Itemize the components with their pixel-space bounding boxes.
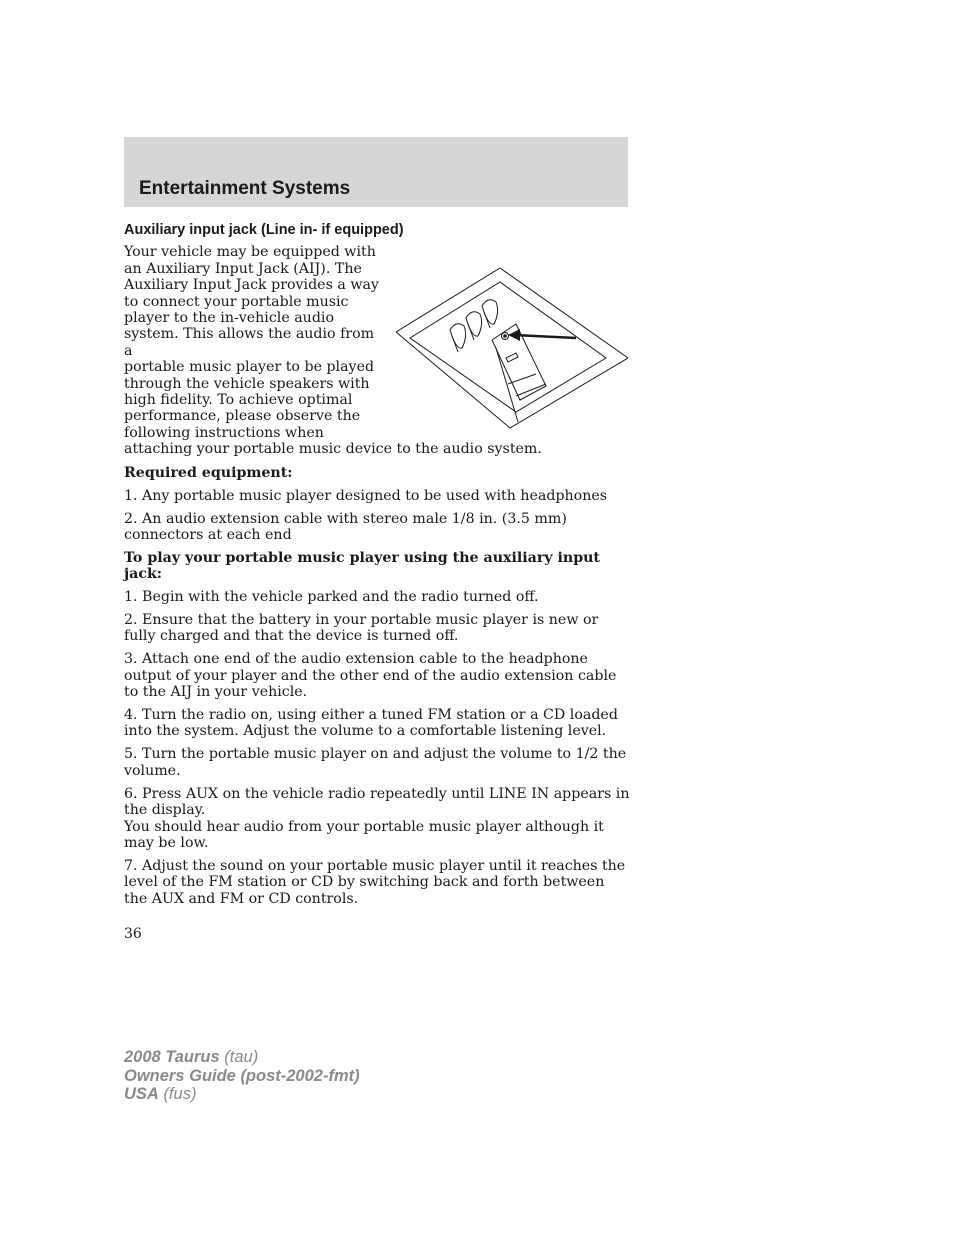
footer-line — [124, 1048, 360, 1067]
intro-line: Auxiliary Input Jack provides a way — [124, 277, 379, 294]
intro-line: Your vehicle may be equipped with — [124, 244, 376, 261]
section-title: Entertainment Systems — [139, 178, 351, 199]
intro-line: system. This allows the audio from a — [124, 326, 375, 359]
page-number: 36 — [124, 926, 142, 942]
intro-line: performance, please observe the — [124, 408, 361, 425]
article-subheading: Auxiliary input jack (Line in- if equipped) — [124, 222, 404, 238]
step-item: 1. Begin with the vehicle parked and the radio turned off. — [124, 589, 539, 606]
intro-line: player to the in-vehicle audio — [124, 310, 334, 327]
step-item: 7. Adjust the sound on your portable music player until it reaches the level of the FM station or CD by switching back and forth between the AUX and FM or CD controls. — [124, 857, 626, 907]
footer-line — [124, 1067, 360, 1086]
footer-line — [124, 1085, 360, 1104]
article-body — [124, 220, 630, 914]
step-item: 5. Turn the portable music player on and adjust the volume to 1/2 the volume. — [124, 746, 627, 779]
footer-market: USA — [124, 1085, 159, 1103]
steps-heading: To play your portable music player using the auxiliary input jack: — [124, 549, 600, 583]
footer-model: 2008 Taurus — [124, 1048, 220, 1066]
step-item: 4. Turn the radio on, using either a tuned FM station or a CD loaded into the system. Adjust the volume to a comfortable listening level. — [124, 707, 618, 740]
list-item: 1. Any portable music player designed to be used with headphones — [124, 487, 608, 504]
document-footer — [124, 1048, 360, 1104]
required-equipment-heading: Required equipment: — [124, 464, 293, 481]
aux-input-jack-illustration-icon — [396, 266, 628, 434]
step-note: You should hear audio from your portable music player although it may be low. — [124, 818, 604, 851]
step-item: 6. Press AUX on the vehicle radio repeatedly until LINE IN appears in the display. — [124, 785, 630, 819]
intro-line: portable music player to be played — [124, 359, 375, 376]
intro-line: to connect your portable music — [124, 293, 349, 310]
intro-block — [124, 244, 630, 457]
footer-guide: Owners Guide (post-2002-fmt) — [124, 1066, 360, 1085]
footer-market-code: (fus) — [163, 1085, 197, 1103]
intro-line: high fidelity. To achieve optimal — [124, 392, 353, 409]
step-item: 2. Ensure that the battery in your portable music player is new or fully charged and that the device is turned off. — [124, 612, 599, 645]
intro-line: an Auxiliary Input Jack (AIJ). The — [124, 260, 362, 277]
step-item: 3. Attach one end of the audio extension cable to the headphone output of your player and the other end of the audio extension cable to the AIJ in your vehicle. — [124, 651, 617, 701]
list-item: 2. An audio extension cable with stereo male 1/8 in. (3.5 mm) connectors at each end — [124, 510, 567, 543]
intro-line: through the vehicle speakers with — [124, 375, 370, 392]
footer-model-code: (tau) — [224, 1048, 259, 1066]
intro-line: following instructions when — [124, 424, 324, 441]
intro-line: attaching your portable music device to the audio system. — [124, 441, 542, 458]
